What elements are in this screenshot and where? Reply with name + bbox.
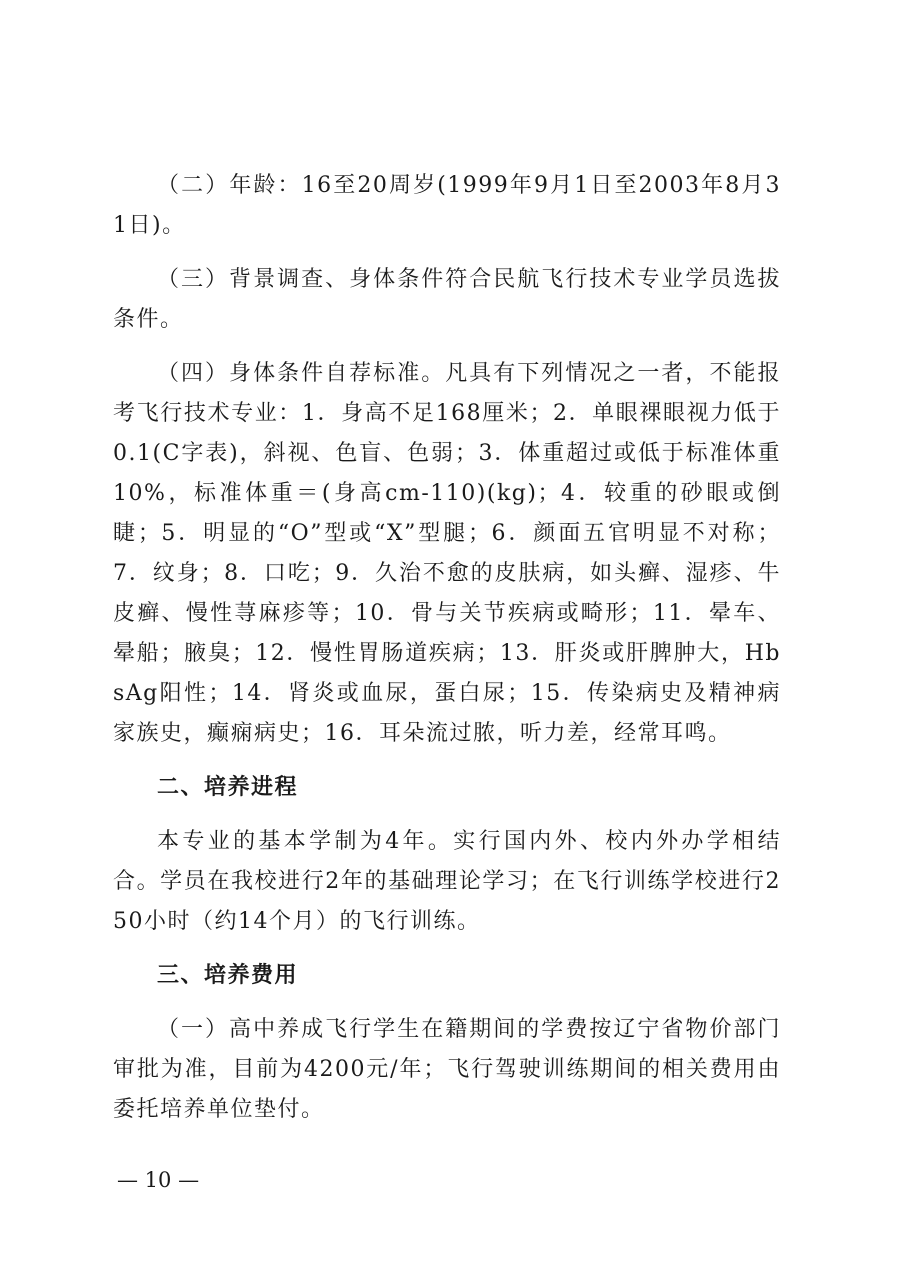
- paragraph-training-process: 本专业的基本学制为4年。实行国内外、校内外办学相结合。学员在我校进行2年的基础理论学习；在飞行训练学校进行250小时（约14个月）的飞行训练。: [113, 829, 781, 934]
- paragraph-background-check: （三）背景调查、身体条件符合民航飞行技术专业学员选拔条件。: [113, 267, 781, 332]
- paragraph-spacer: [113, 754, 781, 768]
- paragraph-physical-standards: （四）身体条件自荐标准。凡具有下列情况之一者，不能报考飞行技术专业：1．身高不足168厘米；2．单眼裸眼视力低于0.1(C字表)，斜视、色盲、色弱；3．体重超过或低于标准体重10%，标准体重＝(身高cm-110)(kg)；4．较重的砂眼或倒睫；5．明显的“O”型或“X”型腿；6．颜面五官明显不对称；7．纹身；8．口吃；9．久治不愈的皮肤病，如头癣、湿疹、牛皮癣、慢性荨麻疹等；10．骨与关节疾病或畸形；11．晕车、晕船；腋臭；12．慢性胃肠道疾病；13．肝炎或肝脾肿大，HbsAg阳性；14．肾炎或血尿，蛋白尿；15．传染病史及精神病家族史，癫痫病史；16．耳朵流过脓，听力差，经常耳鸣。: [113, 361, 781, 746]
- paragraph-spacer: [113, 246, 781, 260]
- page-number: — 10 —: [117, 1168, 200, 1192]
- document-page: [113, 166, 781, 1130]
- paragraph-spacer: [113, 942, 781, 956]
- paragraph-spacer: [113, 340, 781, 354]
- paragraph-age-requirement: （二）年龄：16至20周岁(1999年9月1日至2003年8月31日)。: [113, 173, 781, 238]
- section-heading-training-costs: 三、培养费用: [157, 963, 299, 988]
- section-heading-training-process: 二、培养进程: [157, 775, 299, 800]
- paragraph-training-costs: （一）高中养成飞行学生在籍期间的学费按辽宁省物价部门审批为准，目前为4200元/年；飞行驾驶训练期间的相关费用由委托培养单位垫付。: [113, 1017, 781, 1122]
- paragraph-spacer: [113, 996, 781, 1010]
- paragraph-spacer: [113, 808, 781, 822]
